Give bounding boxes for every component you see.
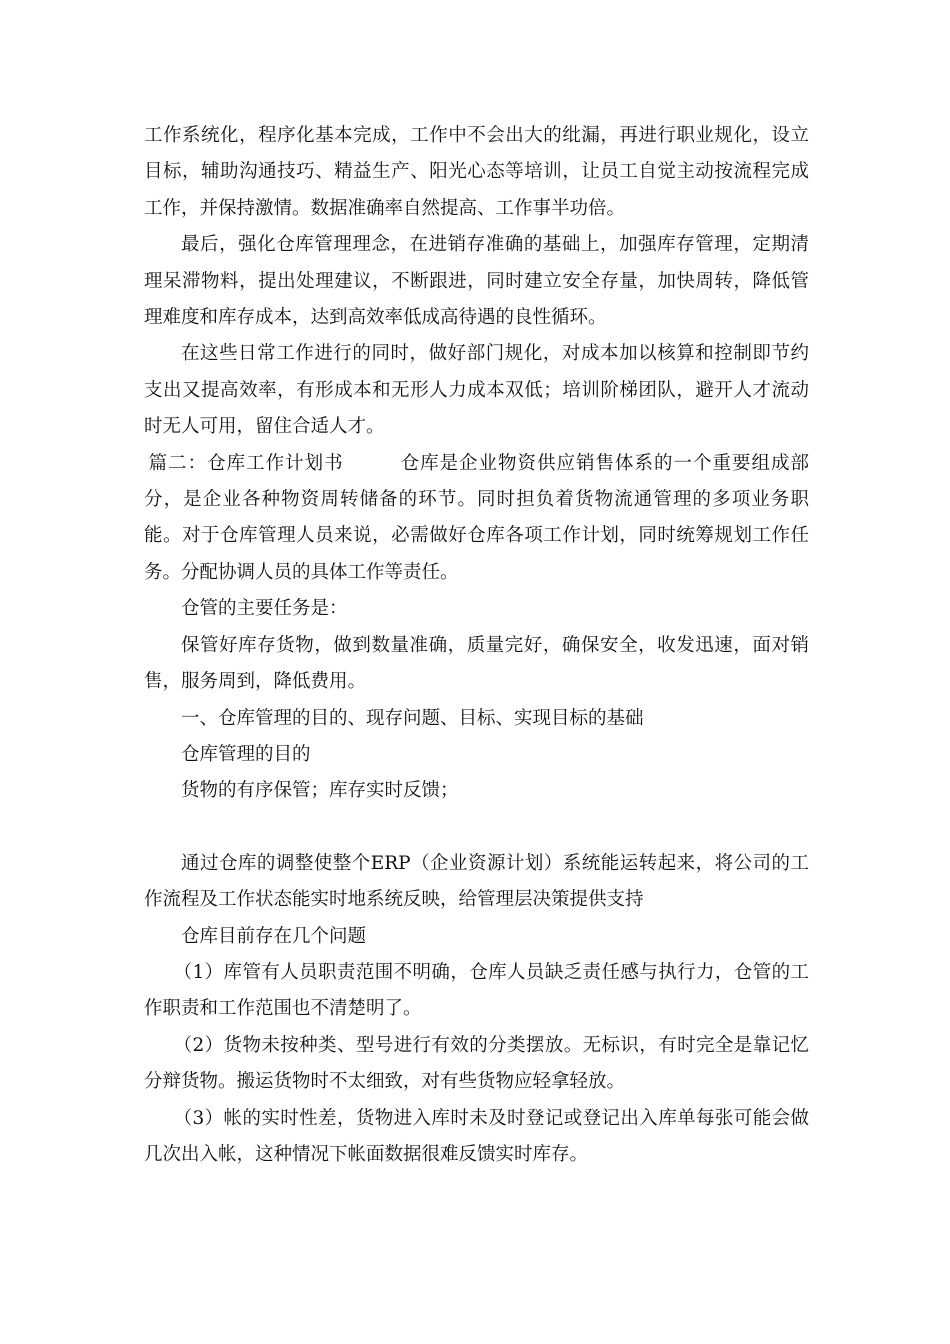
erp-paragraph: 通过仓库的调整使整个ERP（企业资源计划）系统能运转起来，将公司的工作流程及工作状态能实时地系统反映，给管理层决策提供支持 [144,852,809,911]
main-tasks-text: 保管好库存货物，做到数量准确，质量完好，确保安全，收发迅速，面对销售，服务周到，降低费用。 [144,634,809,693]
paragraph-finally: 最后，强化仓库管理理念，在进销存准确的基础上，加强库存管理，定期清理呆滞物料，提出处理建议，不断跟进，同时建立安全存量，加快周转，降低管理难度和库存成本，达到高效率低成高待遇的良性循环。 [144,234,809,329]
purpose-heading: 仓库管理的目的 [181,743,311,765]
section-intro: 仓库是企业物资供应销售体系的一个重要组成部分，是企业各种物资周转储备的环节。同时担负着货物流通管理的多项业务职能。对于仓库管理人员来说，必需做好仓库各项工作计划，同时统筹规划工作任务。分配协调人员的具体工作等责任。 [144,452,809,583]
paragraph-system: 工作系统化，程序化基本完成，工作中不会出大的纰漏，再进行职业规化，设立目标，辅助沟通技巧、精益生产、阳光心态等培训，让员工自觉主动按流程完成工作，并保持激情。数据准确率自然提高、工作事半功倍。 [144,125,809,219]
blank-line [144,810,809,846]
document-body [144,118,809,1173]
paragraph-daily-work: 在这些日常工作进行的同时，做好部门规化，对成本加以核算和控制即节约支出又提高效率，有形成本和无形人力成本双低；培训阶梯团队，避开人才流动时无人可用，留住合适人才。 [144,343,809,438]
problem-item-2: （2）货物未按种类、型号进行有效的分类摆放。无标识，有时完全是靠记忆分辩货物。搬运货物时不太细致，对有些货物应轻拿轻放。 [144,1034,809,1093]
problems-heading: 仓库目前存在几个问题 [181,925,367,947]
section-title: 篇二：仓库工作计划书 [148,452,344,474]
main-tasks-heading: 仓管的主要任务是： [181,598,348,620]
problem-item-3: （3）帐的实时性差，货物进入库时未及时登记或登记出入库单每张可能会做几次出入帐，这种情况下帐面数据很难反馈实时库存。 [144,1107,809,1165]
heading-one: 一、仓库管理的目的、现存问题、目标、实现目标的基础 [181,707,644,729]
purpose-text: 货物的有序保管；库存实时反馈； [181,780,459,802]
problem-item-1: （1）库管有人员职责范围不明确，仓库人员缺乏责任感与执行力，仓管的工作职责和工作范围也不清楚明了。 [144,961,809,1020]
section-two [144,446,809,592]
